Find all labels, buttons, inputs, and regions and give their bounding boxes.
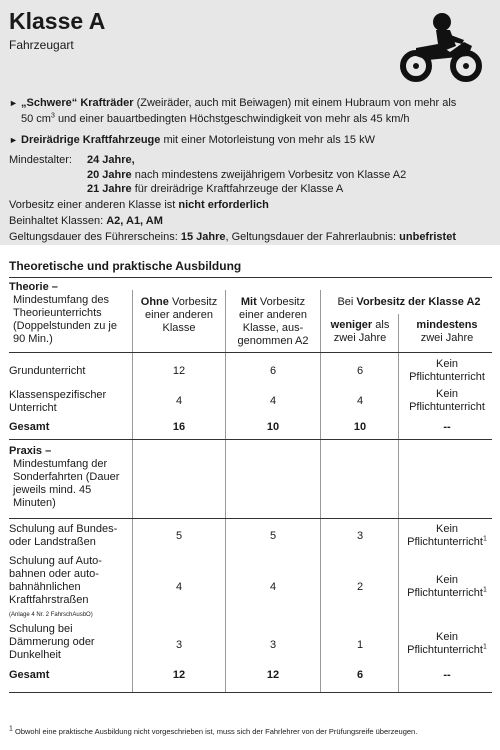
table-cell: 12 <box>266 669 280 681</box>
row-rule <box>9 518 492 519</box>
table-cell: 2 <box>356 581 364 593</box>
praxis-header: Praxis – Mindestumfang der Sonderfahrten (Dauer jeweils mind. 45 Minuten) <box>9 445 120 509</box>
table-row-label: Schulung bei Dämmerung oder Dunkelheit <box>9 623 95 661</box>
table-cell: Kein Pflichtunterricht <box>409 388 485 413</box>
table-cell: 3 <box>269 639 277 651</box>
table-cell: 10 <box>266 421 280 433</box>
table-cell: 16 <box>172 421 186 433</box>
table-cell: 5 <box>175 530 183 542</box>
table-cell: Kein Pflichtunterricht$^1$ <box>407 631 487 656</box>
theory-header: Theorie – Mindestumfang des Theorieunterrichts (Doppelstunden zu je 90 Min.) <box>9 281 117 345</box>
prior-license: Vorbesitz einer anderen Klasse ist nicht erforderlich <box>9 199 269 211</box>
vehicle-type-1-cont: 50 $cm^3$ und einer bauartbedingten Höchstgeschwindigkeit von mehr als 45 km/h <box>21 112 410 125</box>
table-cell: Kein Pflichtunterricht$^1$ <box>407 523 487 548</box>
class-info-panel <box>0 0 500 245</box>
col-header-mit: Mit Vorbesitz einer anderen Klasse, aus-genommen A2 <box>237 296 309 347</box>
column-divider <box>132 290 133 692</box>
section-title: Theoretische und praktische Ausbildung <box>9 259 242 273</box>
table-cell: -- <box>443 421 451 433</box>
table-row-label: Grundunterricht <box>9 365 86 377</box>
vehicle-type-1: ► „Schwere“ Krafträder (Zweiräder, auch mit Beiwagen) mit einem Hubraum von mehr als <box>9 97 457 109</box>
table-cell: 12 <box>172 669 186 681</box>
col-header-ohne: Ohne Vorbesitz einer anderen Klasse <box>140 296 218 334</box>
column-divider <box>320 290 321 692</box>
column-divider <box>398 314 399 692</box>
table-cell: 12 <box>172 365 186 377</box>
page-title: Klasse A <box>9 8 106 34</box>
table-row-label: Gesamt <box>9 669 50 681</box>
min-age-1: Mindestalter: 24 Jahre, <box>9 154 135 166</box>
table-row-label: Klassenspezifischer Unterricht <box>9 389 107 414</box>
included-classes: Beinhaltet Klassen: A2, A1, AM <box>9 215 163 227</box>
page-subtitle: Fahrzeugart <box>9 38 74 52</box>
table-cell: 6 <box>356 365 364 377</box>
arrow-bullet-icon: ► <box>9 135 18 145</box>
row-rule <box>9 439 492 440</box>
table-cell: 4 <box>356 395 364 407</box>
table-cell: 4 <box>175 395 183 407</box>
table-cell: 6 <box>269 365 277 377</box>
col-header-weniger: weniger als zwei Jahre <box>330 319 390 344</box>
table-cell: 4 <box>175 581 183 593</box>
table-cell: Kein Pflichtunterricht$^1$ <box>407 574 487 599</box>
min-age-3: 21 Jahre für dreirädrige Kraftfahrzeuge der Klasse A <box>87 183 344 195</box>
min-age-2: 20 Jahre nach mindestens zweijährigem Vorbesitz von Klasse A2 <box>87 169 407 181</box>
table-cell: 4 <box>269 581 277 593</box>
table-cell: 4 <box>269 395 277 407</box>
footnote: $^1$ Obwohl eine praktische Ausbildung nicht vorgeschrieben ist, muss sich der Fahrlehrer von der Prüfungsreife überzeugen. <box>9 725 418 736</box>
validity: Geltungsdauer des Führerscheins: 15 Jahre, Geltungsdauer der Fahrerlaubnis: unbefristet <box>9 231 456 243</box>
table-cell: 10 <box>353 421 367 433</box>
col-header-mindestens: mindestens zwei Jahre <box>416 319 478 344</box>
column-divider <box>225 290 226 692</box>
table-row-label: Gesamt <box>9 421 50 433</box>
table-cell: 1 <box>356 639 364 651</box>
table-row-label: Schulung auf Bundes- oder Landstraßen <box>9 523 118 548</box>
table-cell: Kein Pflichtunterricht <box>409 358 485 383</box>
table-cell: 6 <box>356 669 364 681</box>
col-header-a2: Bei Vorbesitz der Klasse A2 <box>337 296 481 308</box>
table-cell: 5 <box>269 530 277 542</box>
table-row-label: Schulung auf Auto-bahnen oder auto-bahnähnlichen Kraftfahrstraßen (Anlage 4 Nr. 2 FahrschAusbO) <box>9 555 102 618</box>
table-bottom-rule <box>9 692 492 693</box>
header-rule <box>9 352 492 353</box>
table-cell: 3 <box>175 639 183 651</box>
table-cell: -- <box>443 669 451 681</box>
table-cell: 3 <box>356 530 364 542</box>
motorcycle-icon <box>398 10 484 82</box>
section-rule <box>9 277 492 278</box>
vehicle-type-2: ► Dreirädrige Kraftfahrzeuge mit einer Motorleistung von mehr als 15 kW <box>9 134 375 146</box>
arrow-bullet-icon: ► <box>9 98 18 108</box>
